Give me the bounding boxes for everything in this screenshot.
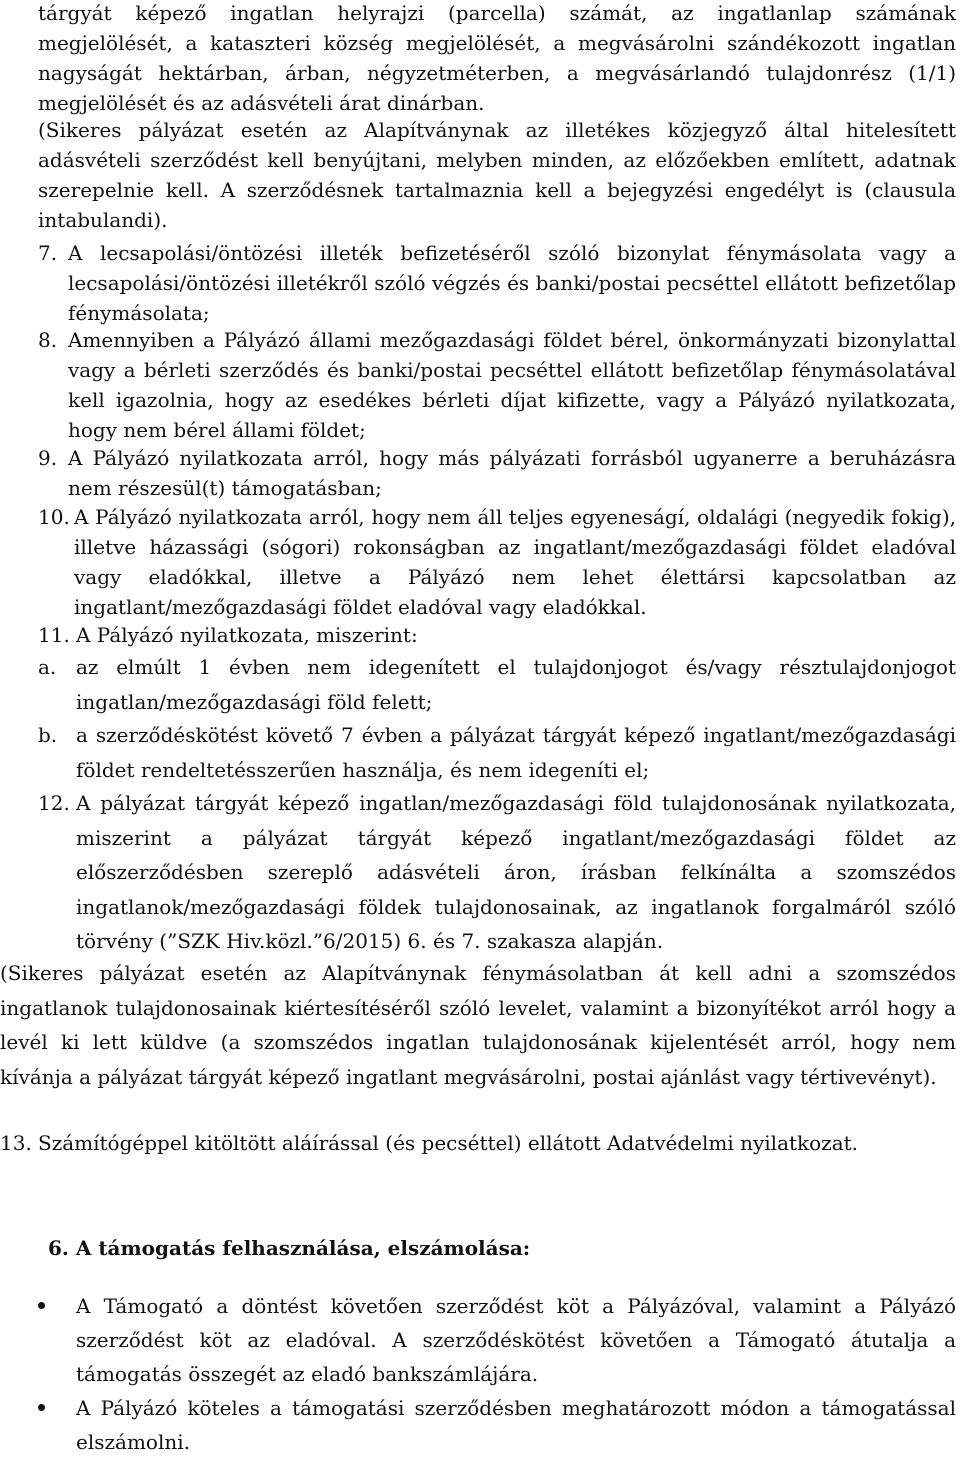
section-heading: 6. A támogatás felhasználása, elszámolása:	[48, 1236, 531, 1260]
item-number: 9.	[38, 446, 58, 470]
item-letter: a.	[38, 655, 57, 679]
item-letter: b.	[38, 723, 58, 747]
list-item-9	[38, 443, 956, 503]
list-item-13	[0, 1126, 956, 1161]
note-text: (Sikeres pályázat esetén az Alapítványnak fénymásolatban át kell adni a szomszédos ingatlanok tulajdonosainak kiértesítéséről szóló levelet, valamint a bizonyítékot arról hogy a levél ki lett küldve (a szomszédos ingatlan tulajdonosának kijelentését arról, hogy nem kívánja a pályázat tárgyát képező ingatlant megvásárolni, postai ajánlást vagy tértivevényt).	[0, 961, 956, 1089]
bullet-text: A Pályázó köteles a támogatási szerződésben meghatározott módon a támogatással elszámolni.	[76, 1396, 956, 1454]
item-number: 12.	[38, 791, 70, 815]
item-number: 8.	[38, 328, 58, 352]
item-number: 10.	[38, 505, 70, 529]
bullet-item	[38, 1391, 956, 1459]
item-text: A Pályázó nyilatkozata arról, hogy nem áll teljes egyeneságí, oldalági (negyedik fokig), illetve házassági (sógori) rokonságban az ingatlant/mezőgazdasági földet eladóval vagy eladókkal, illetve a Pályázó nem lehet élettársi kapcsolatban az ingatlant/mezőgazdasági földet eladóval vagy eladókkal.	[74, 505, 956, 619]
item-number: 7.	[38, 241, 58, 265]
list-item-12	[38, 786, 956, 959]
bullet-icon	[38, 1289, 76, 1391]
item-text: a szerződéskötést követő 7 évben a pályázat tárgyát képező ingatlant/mezőgazdasági földet rendeltetésszerűen használja, és nem idegeníti el;	[76, 723, 956, 782]
item-text: az elmúlt 1 évben nem idegenített el tulajdonjogot és/vagy résztulajdonjogot ingatlan/mezőgazdasági föld felett;	[76, 655, 956, 714]
list-item-8	[38, 325, 956, 445]
intro-note: (Sikeres pályázat esetén az Alapítványnak az illetékes közjegyző által hitelesített adásvételi szerződést kell benyújtani, melyben minden, az előzőekben említett, adatnak szerepelnie kell. A szerződésnek tartalmaznia kell a bejegyzési engedélyt is (clausula intabulandi).	[38, 118, 956, 232]
item-text: Amennyiben a Pályázó állami mezőgazdasági földet bérel, önkormányzati bizonylattal vagy a bérleti szerződés és banki/postai pecséttel ellátott befizetőlap fénymásolatával kell igazolnia, hogy az esedékes bérleti díjat kifizette, vagy a Pályázó nyilatkozata, hogy nem bérel állami földet;	[68, 328, 956, 442]
item-text: A Pályázó nyilatkozata, miszerint:	[76, 623, 418, 647]
item-text: Számítógéppel kitöltött aláírással (és pecséttel) ellátott Adatvédelmi nyilatkozat.	[38, 1131, 859, 1155]
section-bullets	[38, 1289, 956, 1459]
item-number: 11.	[38, 623, 70, 647]
bullet-item	[38, 1289, 956, 1391]
item-number: 13.	[0, 1131, 32, 1155]
note-neighbours	[0, 956, 956, 1094]
bullet-icon	[38, 1391, 76, 1459]
list-item-10	[38, 502, 956, 622]
item-text: A Pályázó nyilatkozata arról, hogy más pályázati forrásból ugyanerre a beruházásra nem részesül(t) támogatásban;	[68, 446, 956, 500]
list-item-11	[38, 620, 956, 650]
list-item-7	[38, 238, 956, 328]
intro-paragraph: tárgyát képező ingatlan helyrajzi (parcella) számát, az ingatlanlap számának megjelölését, a kataszteri község megjelölését, a megvásárolni szándékozott ingatlan nagyságát hektárban, árban, négyzetméterben, a megvásárlandó tulajdonrész (1/1) megjelölését és az adásvételi árat dinárban.	[38, 1, 956, 115]
list-item-a	[38, 650, 956, 719]
item-text: A lecsapolási/öntözési illeték befizetéséről szóló bizonylat fénymásolata vagy a lecsapolási/öntözési illetékről szóló végzés és banki/postai pecséttel ellátott befizetőlap fénymásolata;	[68, 241, 956, 325]
list-item-b	[38, 718, 956, 787]
item-text: A pályázat tárgyát képező ingatlan/mezőgazdasági föld tulajdonosának nyilatkozata, miszerint a pályázat tárgyát képező ingatlant/mezőgazdasági földet az előszerződésben szereplő adásvételi áron, írásban felkínálta a szomszédos ingatlanok/mezőgazdasági földek tulajdonosainak, az ingatlanok forgalmáról szóló törvény (”SZK Hiv.közl.”6/2015) 6. és 7. szakasza alapján.	[76, 791, 956, 953]
bullet-text: A Támogató a döntést követően szerződést köt a Pályázóval, valamint a Pályázó szerződést köt az eladóval. A szerződéskötést követően a Támogató átutalja a támogatás összegét az eladó bankszámlájára.	[76, 1294, 956, 1386]
